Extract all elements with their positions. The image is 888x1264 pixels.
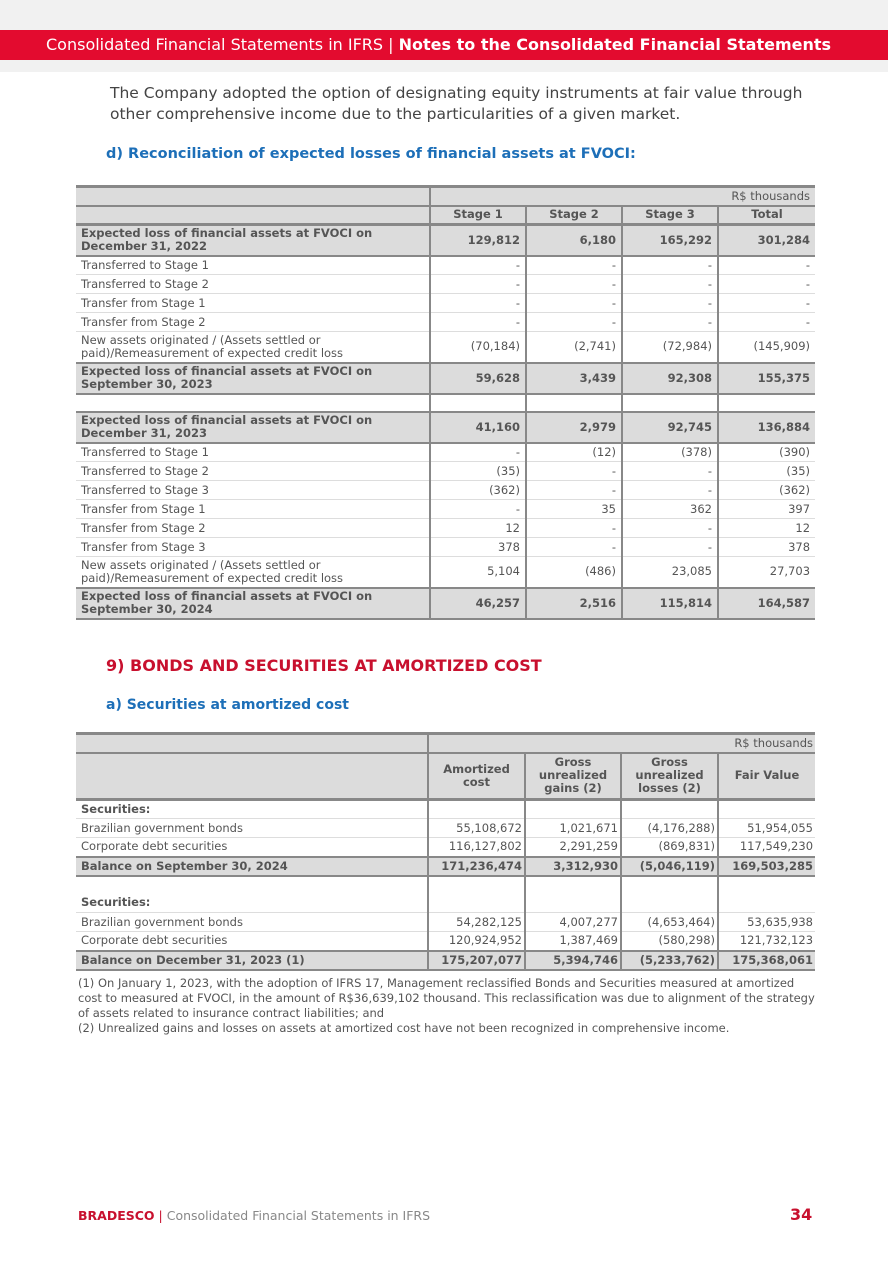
cell-value: -	[430, 443, 526, 462]
section-9-heading: 9) BONDS AND SECURITIES AT AMORTIZED COST	[106, 656, 542, 675]
footer-separator: |	[154, 1208, 167, 1223]
cell-value: (12)	[526, 443, 622, 462]
cell-value: -	[622, 275, 718, 294]
header-blank	[76, 187, 430, 206]
total-row	[76, 588, 815, 619]
cell-value	[525, 876, 621, 894]
cell-value: -	[622, 313, 718, 332]
row-label: New assets originated / (Assets settled or paid)/Remeasurement of expected credit loss	[76, 557, 430, 588]
cell-value	[621, 894, 718, 913]
row-label: Transfer from Stage 2	[76, 313, 430, 332]
page-number: 34	[790, 1205, 813, 1224]
table-row	[76, 894, 815, 913]
row-label: Transferred to Stage 1	[76, 443, 430, 462]
cell-value	[718, 894, 815, 913]
securities-amortized-cost-table	[76, 732, 815, 971]
table-row	[76, 481, 815, 500]
cell-value: 378	[718, 538, 815, 557]
cell-value: 4,007,277	[525, 913, 621, 932]
cell-value: 164,587	[718, 588, 815, 619]
row-label	[76, 394, 430, 412]
cell-value: -	[622, 294, 718, 313]
cell-value: -	[430, 275, 526, 294]
cell-value: 165,292	[622, 225, 718, 256]
cell-value: -	[526, 481, 622, 500]
cell-value: -	[526, 462, 622, 481]
row-label: Balance on December 31, 2023 (1)	[76, 951, 428, 970]
cell-value: -	[622, 519, 718, 538]
row-label: Transfer from Stage 3	[76, 538, 430, 557]
cell-value: (2,741)	[526, 332, 622, 363]
page-header	[0, 30, 888, 60]
row-label: Balance on September 30, 2024	[76, 857, 428, 876]
cell-value: -	[526, 313, 622, 332]
fvoci-expected-loss-table	[76, 185, 815, 620]
cell-value: 378	[430, 538, 526, 557]
cell-value: 92,745	[622, 412, 718, 443]
column-header: Stage 2	[526, 206, 622, 225]
column-header: Fair Value	[718, 753, 815, 800]
cell-value: 175,207,077	[428, 951, 525, 970]
cell-value: -	[430, 294, 526, 313]
unit-label: R$ thousands	[430, 187, 815, 206]
cell-value: 1,387,469	[525, 932, 621, 951]
row-label: Transfer from Stage 1	[76, 294, 430, 313]
cell-value: -	[622, 256, 718, 275]
row-label: Securities:	[76, 800, 428, 819]
cell-value	[428, 894, 525, 913]
intro-paragraph: The Company adopted the option of designating equity instruments at fair value through other comprehensive income due to the particularities of a given market.	[110, 84, 803, 123]
cell-value: 155,375	[718, 363, 815, 394]
footnote-1: (1) On January 1, 2023, with the adoption of IFRS 17, Management reclassified Bonds and Securities measured at amortized cost to measured at FVOCI, in the amount of R$36,639,102 thousand. This reclassification was due to alignment of the strategy of assets related to insurance contract liabilities; and	[78, 976, 815, 1020]
header-separator: |	[383, 35, 399, 54]
cell-value: 1,021,671	[525, 819, 621, 838]
row-label: Expected loss of financial assets at FVOCI on September 30, 2023	[76, 363, 430, 394]
cell-value: 3,312,930	[525, 857, 621, 876]
cell-value: 397	[718, 500, 815, 519]
section-d-heading: d) Reconciliation of expected losses of financial assets at FVOCI:	[106, 146, 636, 162]
cell-value: -	[718, 313, 815, 332]
footnotes	[78, 976, 818, 1036]
cell-value: -	[622, 481, 718, 500]
cell-value: 55,108,672	[428, 819, 525, 838]
cell-value: (378)	[622, 443, 718, 462]
cell-value: -	[430, 313, 526, 332]
cell-value: 2,516	[526, 588, 622, 619]
cell-value: (580,298)	[621, 932, 718, 951]
cell-value	[718, 876, 815, 894]
cell-value: (72,984)	[622, 332, 718, 363]
row-label: Transferred to Stage 2	[76, 462, 430, 481]
header-section-title: Notes to the Consolidated Financial Statements	[398, 35, 832, 54]
row-label: Corporate debt securities	[76, 838, 428, 857]
cell-value: 51,954,055	[718, 819, 815, 838]
table-row	[76, 538, 815, 557]
cell-value	[428, 800, 525, 819]
cell-value: 12	[718, 519, 815, 538]
table-row	[76, 838, 815, 857]
cell-value: -	[430, 256, 526, 275]
row-label: Transferred to Stage 3	[76, 481, 430, 500]
cell-value: -	[718, 294, 815, 313]
cell-value: 129,812	[430, 225, 526, 256]
table-row	[76, 557, 815, 588]
cell-value	[621, 800, 718, 819]
row-label: Transfer from Stage 2	[76, 519, 430, 538]
header-band	[0, 60, 888, 72]
cell-value: 121,732,123	[718, 932, 815, 951]
cell-value	[428, 876, 525, 894]
row-label: Securities:	[76, 894, 428, 913]
cell-value: (362)	[718, 481, 815, 500]
footnote-2: (2) Unrealized gains and losses on assets at amortized cost have not been recognized in comprehensive income.	[78, 1021, 730, 1035]
cell-value	[525, 800, 621, 819]
cell-value: 46,257	[430, 588, 526, 619]
cell-value: 12	[430, 519, 526, 538]
cell-value: (4,653,464)	[621, 913, 718, 932]
cell-value: 116,127,802	[428, 838, 525, 857]
cell-value: 117,549,230	[718, 838, 815, 857]
total-row	[76, 857, 815, 876]
cell-value: (35)	[718, 462, 815, 481]
cell-value: -	[526, 256, 622, 275]
cell-value: -	[526, 538, 622, 557]
cell-value: (362)	[430, 481, 526, 500]
footer-doc-title: Consolidated Financial Statements in IFRS	[166, 1208, 431, 1223]
row-label: Transferred to Stage 2	[76, 275, 430, 294]
cell-value: 175,368,061	[718, 951, 815, 970]
cell-value: 41,160	[430, 412, 526, 443]
column-header: Stage 1	[430, 206, 526, 225]
table-row	[76, 462, 815, 481]
cell-value: 362	[622, 500, 718, 519]
table-row	[76, 256, 815, 275]
total-row	[76, 412, 815, 443]
cell-value: -	[718, 256, 815, 275]
cell-value: (486)	[526, 557, 622, 588]
row-label: Brazilian government bonds	[76, 819, 428, 838]
cell-value: 59,628	[430, 363, 526, 394]
cell-value: 54,282,125	[428, 913, 525, 932]
total-row	[76, 225, 815, 256]
spacer-row	[76, 394, 815, 412]
header-doc-title: Consolidated Financial Statements in IFRS	[46, 35, 384, 54]
cell-value: 5,394,746	[525, 951, 621, 970]
table-row	[76, 932, 815, 951]
cell-value: 35	[526, 500, 622, 519]
table-row	[76, 500, 815, 519]
cell-value: 2,979	[526, 412, 622, 443]
cell-value: -	[526, 294, 622, 313]
cell-value: (35)	[430, 462, 526, 481]
unit-label: R$ thousands	[428, 734, 815, 753]
cell-value: -	[718, 275, 815, 294]
cell-value	[430, 394, 526, 412]
cell-value	[621, 876, 718, 894]
row-label	[76, 876, 428, 894]
table-row	[76, 519, 815, 538]
row-label: Transferred to Stage 1	[76, 256, 430, 275]
cell-value	[526, 394, 622, 412]
cell-value: 301,284	[718, 225, 815, 256]
row-label: Corporate debt securities	[76, 932, 428, 951]
total-row	[76, 951, 815, 970]
cell-value: -	[526, 519, 622, 538]
cell-value	[622, 394, 718, 412]
table-row	[76, 800, 815, 819]
spacer-row	[76, 876, 815, 894]
table-row	[76, 913, 815, 932]
row-label: Brazilian government bonds	[76, 913, 428, 932]
column-header: Gross unrealized gains (2)	[525, 753, 621, 800]
table-row	[76, 819, 815, 838]
cell-value: (5,233,762)	[621, 951, 718, 970]
cell-value: (390)	[718, 443, 815, 462]
total-row	[76, 363, 815, 394]
cell-value	[718, 394, 815, 412]
cell-value	[525, 894, 621, 913]
row-label: Transfer from Stage 1	[76, 500, 430, 519]
header-blank	[76, 206, 430, 225]
cell-value: 115,814	[622, 588, 718, 619]
table-row	[76, 332, 815, 363]
table-row	[76, 443, 815, 462]
table-row	[76, 313, 815, 332]
row-label: Expected loss of financial assets at FVOCI on December 31, 2022	[76, 225, 430, 256]
column-header: Stage 3	[622, 206, 718, 225]
row-label: New assets originated / (Assets settled or paid)/Remeasurement of expected credit loss	[76, 332, 430, 363]
cell-value: 136,884	[718, 412, 815, 443]
header-blank	[76, 753, 428, 800]
cell-value: 120,924,952	[428, 932, 525, 951]
cell-value: -	[526, 275, 622, 294]
cell-value: (145,909)	[718, 332, 815, 363]
cell-value: (5,046,119)	[621, 857, 718, 876]
column-header: Gross unrealized losses (2)	[621, 753, 718, 800]
table-row	[76, 294, 815, 313]
table-row	[76, 275, 815, 294]
row-label: Expected loss of financial assets at FVOCI on December 31, 2023	[76, 412, 430, 443]
cell-value: 92,308	[622, 363, 718, 394]
row-label: Expected loss of financial assets at FVOCI on September 30, 2024	[76, 588, 430, 619]
cell-value: 3,439	[526, 363, 622, 394]
cell-value: 23,085	[622, 557, 718, 588]
cell-value	[718, 800, 815, 819]
cell-value: 53,635,938	[718, 913, 815, 932]
header-blank	[76, 734, 428, 753]
cell-value: (869,831)	[621, 838, 718, 857]
column-header: Total	[718, 206, 815, 225]
brand-logo-text: BRADESCO	[78, 1208, 155, 1223]
cell-value: -	[622, 462, 718, 481]
page-footer	[78, 1208, 430, 1223]
top-band	[0, 0, 888, 30]
section-a-heading: a) Securities at amortized cost	[106, 697, 350, 713]
cell-value: 171,236,474	[428, 857, 525, 876]
cell-value: (70,184)	[430, 332, 526, 363]
cell-value: 27,703	[718, 557, 815, 588]
column-header: Amortized cost	[428, 753, 525, 800]
cell-value: 6,180	[526, 225, 622, 256]
cell-value: -	[430, 500, 526, 519]
cell-value: 2,291,259	[525, 838, 621, 857]
cell-value: (4,176,288)	[621, 819, 718, 838]
cell-value: 169,503,285	[718, 857, 815, 876]
cell-value: 5,104	[430, 557, 526, 588]
cell-value: -	[622, 538, 718, 557]
